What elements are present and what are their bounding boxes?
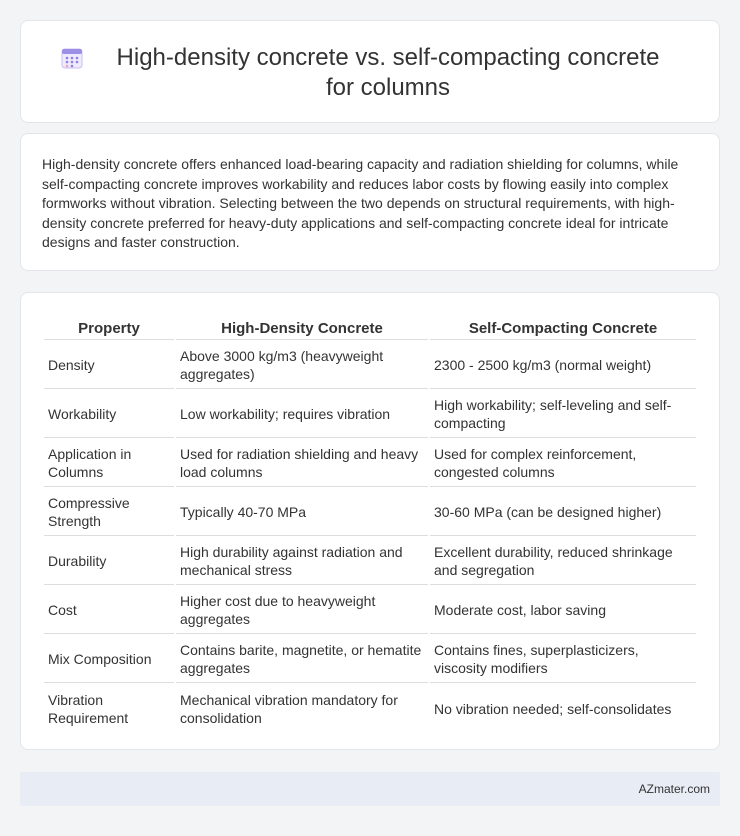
table-header-row <box>44 318 696 340</box>
header-property: Property <box>44 318 174 340</box>
high-density-cell: Low workability; requires vibration <box>176 391 428 438</box>
footer-brand[interactable]: AZmater.com <box>638 782 710 796</box>
high-density-cell: Contains barite, magnetite, or hematite aggregates <box>176 636 428 683</box>
self-compacting-cell: 30-60 MPa (can be designed higher) <box>430 489 696 536</box>
high-density-cell: Typically 40-70 MPa <box>176 489 428 536</box>
header-self-compacting: Self-Compacting Concrete <box>430 318 696 340</box>
table-row <box>44 685 696 732</box>
self-compacting-cell: High workability; self-leveling and self-compacting <box>430 391 696 438</box>
property-cell: Compressive Strength <box>44 489 174 536</box>
page-title: High-density concrete vs. self-compacting concrete for columns <box>116 44 660 101</box>
footer-bar <box>20 772 720 806</box>
table-row <box>44 440 696 487</box>
self-compacting-cell: 2300 - 2500 kg/m3 (normal weight) <box>430 342 696 389</box>
table-row <box>44 489 696 536</box>
high-density-cell: Mechanical vibration mandatory for consolidation <box>180 691 398 726</box>
table-row <box>44 587 696 634</box>
high-density-cell: Above 3000 kg/m3 (heavyweight aggregates) <box>176 342 428 389</box>
table-row <box>44 342 696 389</box>
table-row <box>44 636 696 683</box>
comparison-table <box>42 316 698 734</box>
summary-card <box>20 133 720 271</box>
table-row <box>44 538 696 585</box>
property-cell: Density <box>44 342 174 389</box>
header-high-density: High-Density Concrete <box>176 318 428 340</box>
high-density-cell: Used for radiation shielding and heavy load columns <box>176 440 428 487</box>
property-cell: Workability <box>44 391 174 438</box>
high-density-cell: Higher cost due to heavyweight aggregates <box>176 587 428 634</box>
high-density-cell: High durability against radiation and mechanical stress <box>176 538 428 585</box>
self-compacting-cell: Used for complex reinforcement, congested columns <box>430 440 696 487</box>
self-compacting-cell: Contains fines, superplasticizers, viscosity modifiers <box>430 636 696 683</box>
summary-paragraph: High-density concrete offers enhanced load-bearing capacity and radiation shielding for columns, while self-compacting concrete improves workability and reduces labor costs by flowing easily into complex formworks without vibration. Selecting between the two depends on structural requirements, with high-density concrete preferred for heavy-duty applications and self-compacting concrete ideal for intricate designs and faster construction. <box>42 156 679 250</box>
property-cell: Vibration Requirement <box>48 691 129 726</box>
comparison-table-card <box>20 292 720 750</box>
property-cell: Application in Columns <box>44 440 174 487</box>
property-cell: Cost <box>44 587 174 634</box>
property-cell: Durability <box>44 538 174 585</box>
self-compacting-cell: No vibration needed; self-consolidates <box>434 700 672 717</box>
table-row <box>44 391 696 438</box>
title-card <box>20 20 720 123</box>
self-compacting-cell: Moderate cost, labor saving <box>430 587 696 634</box>
property-cell: Mix Composition <box>44 636 174 683</box>
self-compacting-cell: Excellent durability, reduced shrinkage and segregation <box>430 538 696 585</box>
